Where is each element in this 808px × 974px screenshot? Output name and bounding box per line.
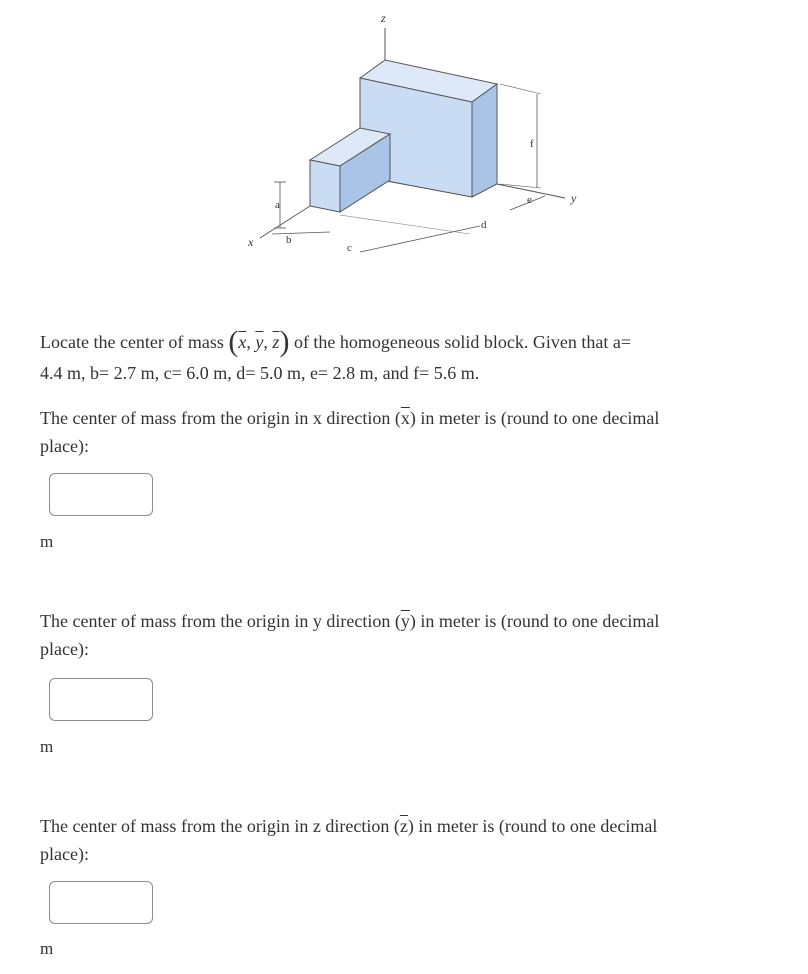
- answer-y-input[interactable]: [49, 678, 153, 721]
- x-axis-label: x: [248, 235, 254, 249]
- tall-block-side: [472, 84, 497, 197]
- close-paren: ): [279, 325, 290, 358]
- answer-x-input[interactable]: [49, 473, 153, 516]
- symbol-z: $\overline{z}$: [399, 816, 408, 836]
- question-y: The center of mass from the origin in y direction $(\overline{y})$ in meter is (round to one decimal place):: [40, 611, 660, 659]
- dim-e-label: e: [527, 194, 532, 206]
- small-block-front: [310, 160, 340, 212]
- unit-x: m: [40, 532, 54, 551]
- question-z: The center of mass from the origin in z direction $(\overline{z})$ in meter is (round to one decimal place):: [40, 816, 658, 864]
- y-axis-label: y: [571, 191, 577, 205]
- unit-y: m: [40, 737, 54, 756]
- block-figure: [230, 0, 590, 260]
- dim-f-label: f: [530, 138, 534, 150]
- dim-c-label: c: [347, 242, 352, 254]
- coord-x: $\overline{x}$: [238, 332, 247, 352]
- symbol-y: $\overline{y}$: [400, 611, 410, 631]
- answer-z-input[interactable]: [49, 881, 153, 924]
- question-x: The center of mass from the origin in x direction $(\overline{x})$ in meter is (round to one decimal place):: [40, 408, 660, 456]
- dim-bcd-line: [272, 232, 330, 234]
- unit-z: m: [40, 939, 54, 958]
- problem-given-values: 4.4 m, b= 2.7 m, c= 6.0 m, d= 5.0 m, e= 2.8 m, and f= 5.6 m.: [40, 363, 480, 383]
- dim-a-label: a: [275, 199, 280, 211]
- open-paren: (: [228, 325, 239, 358]
- dim-b-label: b: [286, 234, 292, 246]
- coord-y: $\overline{y}$: [255, 332, 264, 352]
- problem-suffix: of the homogeneous solid block. Given that a=: [293, 332, 632, 352]
- problem-prefix: Locate the center of mass: [40, 332, 224, 352]
- problem-statement: Locate the center of mass ($\overline{x}$, $\overline{y}$, $\overline{z}$) of the homogeneous solid block. Given that a= 4.4 m, b= 2.7 m, c= 6.0 m, d= 5.0 m, e= 2.8 m, and f= 5.6 m.: [40, 325, 632, 383]
- symbol-x: $\overline{x}$: [400, 408, 410, 428]
- coord-z: $\overline{z}$: [272, 332, 280, 352]
- z-axis-label: z: [381, 11, 386, 25]
- dim-d-label: d: [481, 219, 487, 231]
